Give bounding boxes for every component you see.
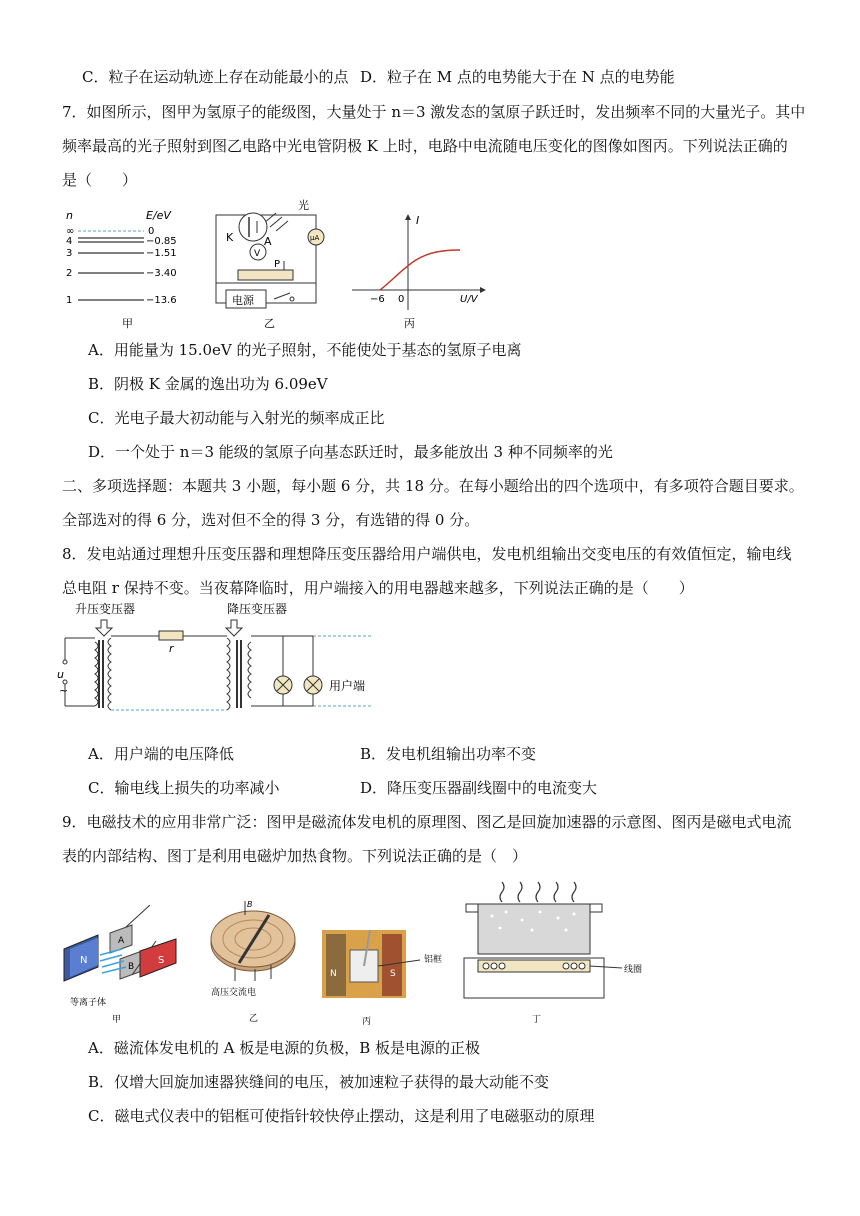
q7-option-b: B．阴极 K 金属的逸出功为 6.09eV (88, 375, 328, 393)
bing-n: N (330, 969, 337, 979)
i-axis-label: I (416, 214, 420, 227)
q9-cyclotron (205, 895, 305, 1025)
caption-bing: 丙 (404, 317, 415, 330)
jia-a: A (118, 936, 125, 946)
jia-b: B (128, 962, 135, 972)
q7-stem-line3: 是（ ） (62, 171, 138, 189)
yi-b: B (247, 900, 253, 909)
level-1-e: −13.6 (146, 295, 177, 306)
u-axis-label: U/V (460, 294, 478, 305)
light-label: 光 (298, 199, 309, 212)
q9-stem-line2: 表的内部结构、图丁是利用电磁炉加热食物。下列说法正确的是（ ） (62, 847, 528, 865)
bing-s: S (390, 969, 396, 979)
section2-line1: 二、多项选择题：本题共 3 小题，每小题 6 分，共 18 分。在每小题给出的四个选项中，有多项符合题目要求。 (62, 477, 804, 495)
n-label: n (66, 209, 73, 222)
level-4-n: 4 (66, 236, 73, 247)
section2-line2: 全部选对的得 6 分，选对但不全的得 3 分，有选错的得 0 分。 (62, 511, 480, 529)
user-label: 用户端 (329, 679, 366, 693)
origin-label: 0 (398, 294, 405, 305)
x-neg-label: −6 (370, 294, 385, 305)
level-2-n: 2 (66, 268, 73, 279)
q8-option-a: A．用户端的电压降低 (88, 745, 234, 763)
coil-label: 线圈 (624, 965, 642, 975)
q7-option-a: A．用能量为 15.0eV 的光子照射，不能使处于基态的氢原子电离 (88, 341, 522, 359)
frame-label: 铝框 (424, 955, 443, 965)
q7-option-c: C．光电子最大初动能与入射光的频率成正比 (88, 409, 385, 427)
q8-stem-line2: 总电阻 r 保持不变。当夜幕降临时，用户端接入的用电器越来越多，下列说法正确的是（ ） (62, 579, 694, 597)
jia-n: N (80, 955, 88, 966)
step-up-label: 升压变压器 (75, 602, 136, 616)
caption-yi: 乙 (264, 317, 275, 330)
level-3-n: 3 (66, 248, 73, 259)
q9-mhd-generator (60, 905, 190, 1025)
level-1-n: 1 (66, 295, 73, 306)
u-label: u (57, 668, 64, 681)
level-3-e: −1.51 (146, 248, 177, 259)
v-label: V (254, 249, 261, 259)
q6-option-c: C．粒子在运动轨迹上存在动能最小的点 (82, 68, 349, 86)
level-inf-n: ∞ (66, 226, 75, 237)
q9-stem-line1: 9．电磁技术的应用非常广泛：图甲是磁流体发电机的原理图、图乙是回旋加速器的示意图、图丙是磁电式电流 (62, 813, 792, 831)
caption-jia-9: 甲 (112, 1015, 122, 1025)
ua-label: μA (310, 234, 320, 242)
q7-stem-line1: 7．如图所示，图甲为氢原子的能级图，大量处于 n＝3 激发态的氢原子跃迁时，发出频率不同的大量光子。其中 (62, 103, 806, 121)
level-4-e: −0.85 (146, 236, 177, 247)
level-2-e: −3.40 (146, 268, 177, 279)
k-label: K (226, 231, 234, 244)
q9-induction-cooker (462, 872, 642, 1027)
q7-photoelectric-circuit (208, 195, 333, 335)
jia-s: S (158, 955, 165, 966)
q8-option-d: D．降压变压器副线圈中的电流变大 (360, 779, 598, 797)
caption-ding: 丁 (532, 1015, 542, 1025)
plasma-label: 等离子体 (70, 998, 107, 1008)
q9-option-a: A．磁流体发电机的 A 板是电源的负极，B 板是电源的正极 (88, 1039, 480, 1057)
q7-iu-graph (348, 210, 488, 335)
q8-option-b: B．发电机组输出功率不变 (360, 745, 537, 763)
caption-yi-9: 乙 (249, 1014, 259, 1024)
tilde-label: ~ (59, 684, 69, 697)
q6-option-d: D．粒子在 M 点的电势能大于在 N 点的电势能 (360, 68, 675, 86)
q8-transmission-diagram (55, 598, 385, 738)
q7-option-d: D．一个处于 n＝3 能级的氢原子向基态跃迁时，最多能放出 3 种不同频率的光 (88, 443, 613, 461)
p-label: P (274, 259, 281, 270)
q9-option-b: B．仅增大回旋加速器狭缝间的电压，被加速粒子获得的最大动能不变 (88, 1073, 550, 1091)
q8-stem-line1: 8．发电站通过理想升压变压器和理想降压变压器给用户端供电，发电机组输出交变电压的有效值恒定，输电线 (62, 545, 792, 563)
source-label: 电源 (232, 294, 254, 307)
q9-galvanometer (320, 928, 450, 1028)
a-label: A (264, 235, 272, 248)
q8-option-c: C．输电线上损失的功率减小 (88, 779, 280, 797)
e-label: E/eV (146, 209, 171, 222)
caption-jia: 甲 (122, 317, 133, 330)
level-inf-e: 0 (148, 226, 155, 237)
step-down-label: 降压变压器 (227, 602, 288, 616)
r-label: r (169, 642, 174, 655)
q7-energy-level-diagram (60, 205, 190, 335)
q9-option-c: C．磁电式仪表中的铝框可使指针较快停止摆动，这是利用了电磁驱动的原理 (88, 1107, 595, 1125)
q7-stem-line2: 频率最高的光子照射到图乙电路中光电管阴极 K 上时，电路中电流随电压变化的图像如图丙。下列说法正确的 (62, 137, 788, 155)
yi-hv-label: 高压交流电 (211, 988, 257, 998)
caption-bing-9: 丙 (362, 1017, 372, 1027)
